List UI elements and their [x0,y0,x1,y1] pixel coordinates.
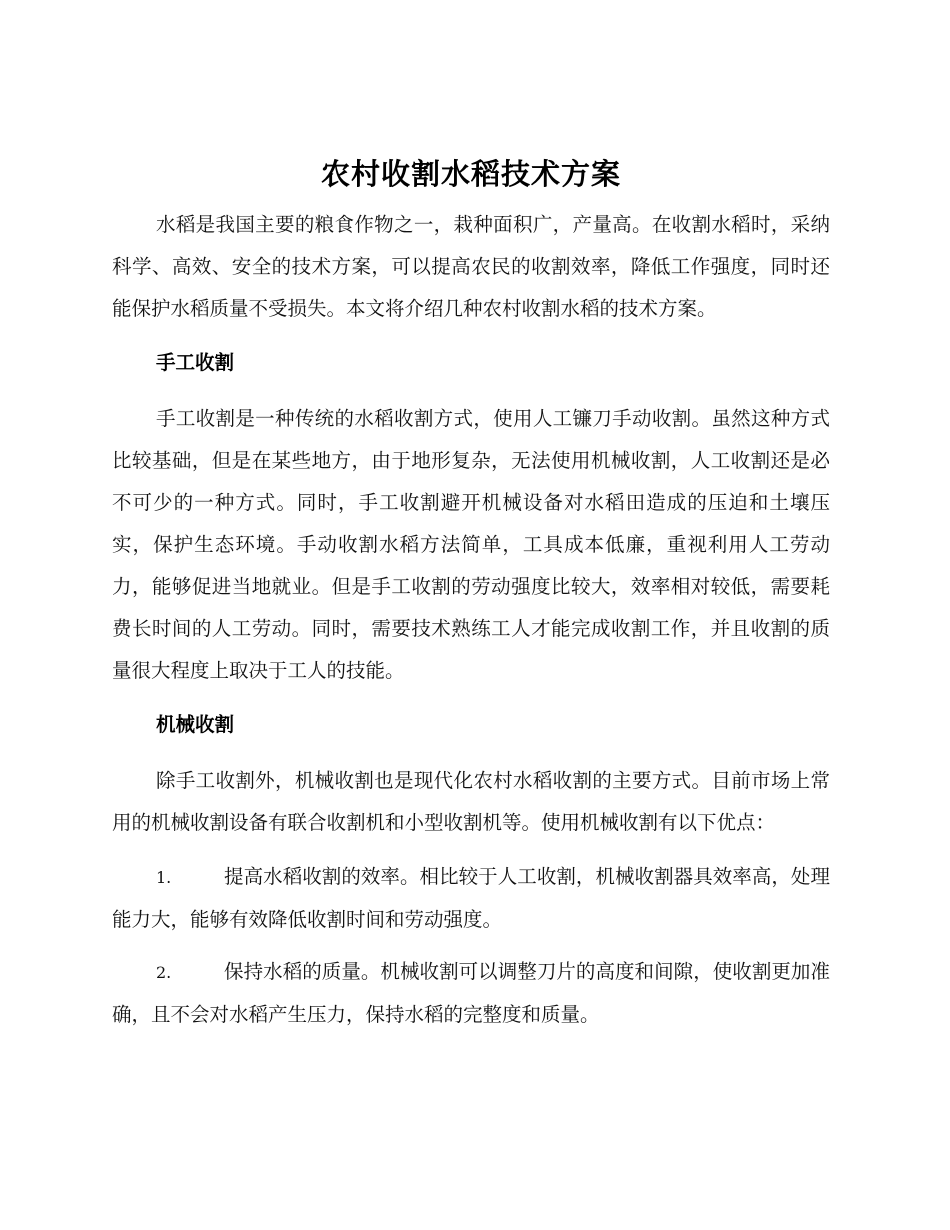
list-item-number: 1. [156,868,172,887]
section-body-mechanical-harvest: 除手工收割外，机械收割也是现代化农村水稻收割的主要方式。目前市场上常用的机械收割设备有联合收割机和小型收割机等。使用机械收割有以下优点： [112,769,830,834]
section-heading-manual-harvest: 手工收割 [156,351,235,374]
list-item-text: 提高水稻收割的效率。相比较于人工收割，机械收割器具效率高，处理能力大，能够有效降低收割时间和劳动强度。 [112,865,830,931]
list-item [112,856,830,941]
list-item [112,951,830,1036]
section-body-manual-harvest: 手工收割是一种传统的水稻收割方式，使用人工镰刀手动收割。虽然这种方式比较基础，但是在某些地方，由于地形复杂，无法使用机械收割，人工收割还是必不可少的一种方式。同时，手工收割避开机械设备对水稻田造成的压迫和土壤压实，保护生态环境。手动收割水稻方法简单，工具成本低廉，重视利用人工劳动力，能够促进当地就业。但是手工收割的劳动强度比较大，效率相对较低，需要耗费长时间的人工劳动。同时，需要技术熟练工人才能完成收割工作，并且收割的质量很大程度上取决于工人的技能。 [112,407,830,682]
section-heading-mechanical-harvest: 机械收割 [156,713,235,736]
list-item-number: 2. [156,963,172,982]
intro-paragraph: 水稻是我国主要的粮食作物之一，栽种面积广，产量高。在收割水稻时，采纳科学、高效、安全的技术方案，可以提高农民的收割效率，降低工作强度，同时还能保护水稻质量不受损失。本文将介绍几种农村收割水稻的技术方案。 [112,213,830,320]
list-item-text: 保持水稻的质量。机械收割可以调整刀片的高度和间隙，使收割更加准确，且不会对水稻产生压力，保持水稻的完整度和质量。 [112,960,830,1026]
document-title: 农村收割水稻技术方案 [320,157,621,191]
